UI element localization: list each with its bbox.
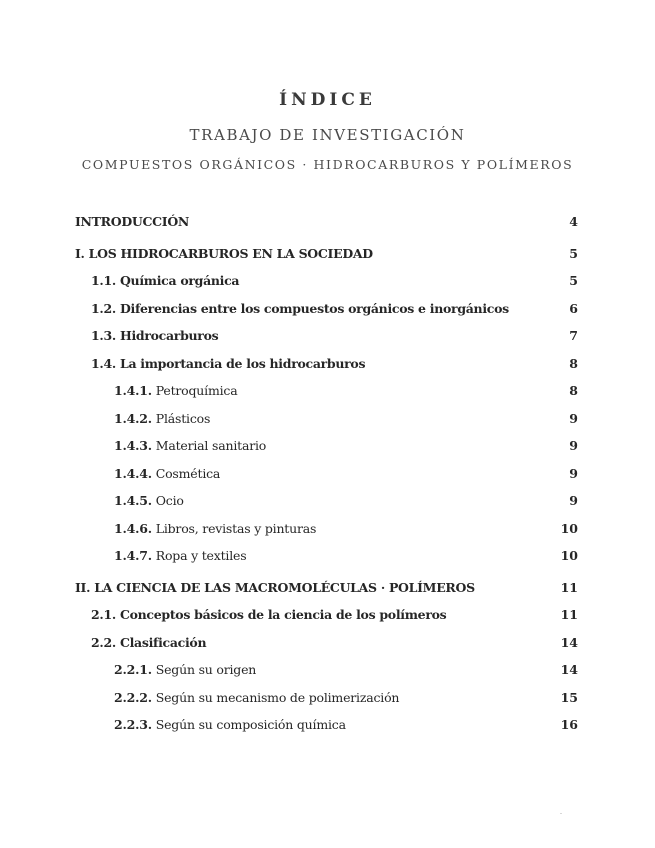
toc-subsubsection[interactable]	[75, 713, 578, 741]
document-subtitle: TRABAJO DE INVESTIGACIÓN	[189, 126, 466, 144]
toc-page-number: 16	[560, 717, 578, 732]
toc-entry-label: II. LA CIENCIA DE LAS MACROMOLÉCULAS · POLÍMEROS	[75, 579, 475, 595]
toc-entry-label	[75, 658, 548, 682]
toc-page-number: 8	[569, 355, 578, 371]
toc-entry-number: 2.2.3.	[114, 717, 152, 732]
toc-entry-label	[75, 407, 548, 431]
toc-entry-number: 1.4.7.	[114, 548, 152, 563]
toc-entry-number: 1.4.3.	[114, 438, 152, 453]
toc-subsubsection[interactable]	[75, 686, 578, 714]
toc-page-number: 6	[569, 300, 578, 316]
page-title: ÍNDICE	[279, 90, 376, 110]
toc-page-number: 9	[569, 410, 578, 426]
toc-page-number: 11	[560, 607, 578, 622]
toc-entry-label	[75, 517, 548, 541]
toc-entry-number: 1.4.4.	[114, 465, 152, 481]
toc-entry-label: 1.2. Diferencias entre los compuestos orgánicos e inorgánicos	[91, 300, 509, 316]
toc-subsubsection[interactable]	[75, 462, 578, 490]
toc-page-number: 8	[569, 383, 578, 398]
toc-subsubsection[interactable]	[75, 489, 578, 517]
toc-entry-number: 1.4.5.	[114, 493, 152, 508]
toc-subsection[interactable]	[75, 631, 578, 659]
toc-subsubsection[interactable]	[75, 434, 578, 462]
toc-entry-label	[75, 434, 548, 458]
toc-entry-number: 1.4.2.	[114, 410, 152, 426]
toc-entry-label	[75, 713, 548, 737]
toc-entry-label	[75, 544, 548, 568]
toc-page-number: 14	[560, 662, 578, 677]
toc-page-number: 9	[569, 465, 578, 481]
toc-subsection[interactable]	[75, 324, 578, 352]
toc-subsubsection[interactable]	[75, 517, 578, 545]
toc-page-number: 5	[569, 273, 578, 288]
toc-subsubsection[interactable]	[75, 379, 578, 407]
page-speck	[560, 813, 562, 814]
toc-entry-text: Según su composición química	[155, 717, 346, 732]
toc-entry-text: Ropa y textiles	[155, 548, 247, 563]
document-topic: COMPUESTOS ORGÁNICOS · HIDROCARBUROS Y POLÍMEROS	[81, 157, 574, 172]
toc-entry-number: 2.2.1.	[114, 662, 152, 677]
toc-entry-text: Cosmética	[155, 465, 221, 481]
toc-subsection[interactable]	[75, 603, 578, 631]
toc-entry-label: INTRODUCCIÓN	[75, 214, 190, 229]
toc-page-number: 14	[560, 634, 578, 650]
toc-entry-label	[75, 462, 548, 486]
toc-subsubsection[interactable]	[75, 658, 578, 686]
toc-entry-label: 2.2. Clasificación	[91, 634, 207, 650]
toc-entry-number: 1.4.1.	[114, 383, 152, 398]
toc-page-number: 15	[560, 689, 578, 705]
toc-subsection[interactable]	[75, 269, 578, 297]
toc-entry-text: Plásticos	[155, 410, 211, 426]
toc-subsection[interactable]	[75, 297, 578, 325]
toc-entry-label	[75, 379, 548, 403]
toc-entry-label: 1.3. Hidrocarburos	[91, 328, 219, 343]
toc-section[interactable]	[75, 242, 578, 270]
toc-page-number: 5	[569, 245, 578, 261]
toc-entry-text: Ocio	[155, 493, 184, 508]
toc-page-number: 10	[560, 548, 578, 563]
toc-section[interactable]	[75, 576, 578, 604]
toc-page-number: 4	[569, 214, 578, 229]
toc-page-number: 9	[569, 438, 578, 453]
toc-section[interactable]	[75, 210, 578, 238]
toc-entry-text: Libros, revistas y pinturas	[155, 520, 317, 536]
toc-entry-label: 2.1. Conceptos básicos de la ciencia de los polímeros	[91, 607, 447, 622]
toc-subsubsection[interactable]	[75, 544, 578, 572]
toc-entry-label: 1.4. La importancia de los hidrocarburos	[91, 355, 366, 371]
toc-entry-text: Según su mecanismo de polimerización	[155, 689, 400, 705]
toc-page-number: 11	[560, 579, 578, 595]
toc-entry-text: Petroquímica	[155, 383, 238, 398]
toc-page-number: 9	[569, 493, 578, 508]
toc-entry-label: 1.1. Química orgánica	[91, 273, 240, 288]
toc-subsubsection[interactable]	[75, 407, 578, 435]
toc-entry-number: 2.2.2.	[114, 689, 152, 705]
toc-entry-label	[75, 686, 548, 710]
toc-entry-number: 1.4.6.	[114, 520, 152, 536]
toc-page-number: 10	[560, 520, 578, 536]
toc-entry-label: I. LOS HIDROCARBUROS EN LA SOCIEDAD	[75, 245, 373, 261]
toc-subsection[interactable]	[75, 352, 578, 380]
table-of-contents	[75, 210, 578, 741]
toc-entry-label	[75, 489, 548, 513]
toc-page-number: 7	[569, 328, 578, 343]
toc-entry-text: Según su origen	[155, 662, 257, 677]
toc-entry-text: Material sanitario	[155, 438, 267, 453]
